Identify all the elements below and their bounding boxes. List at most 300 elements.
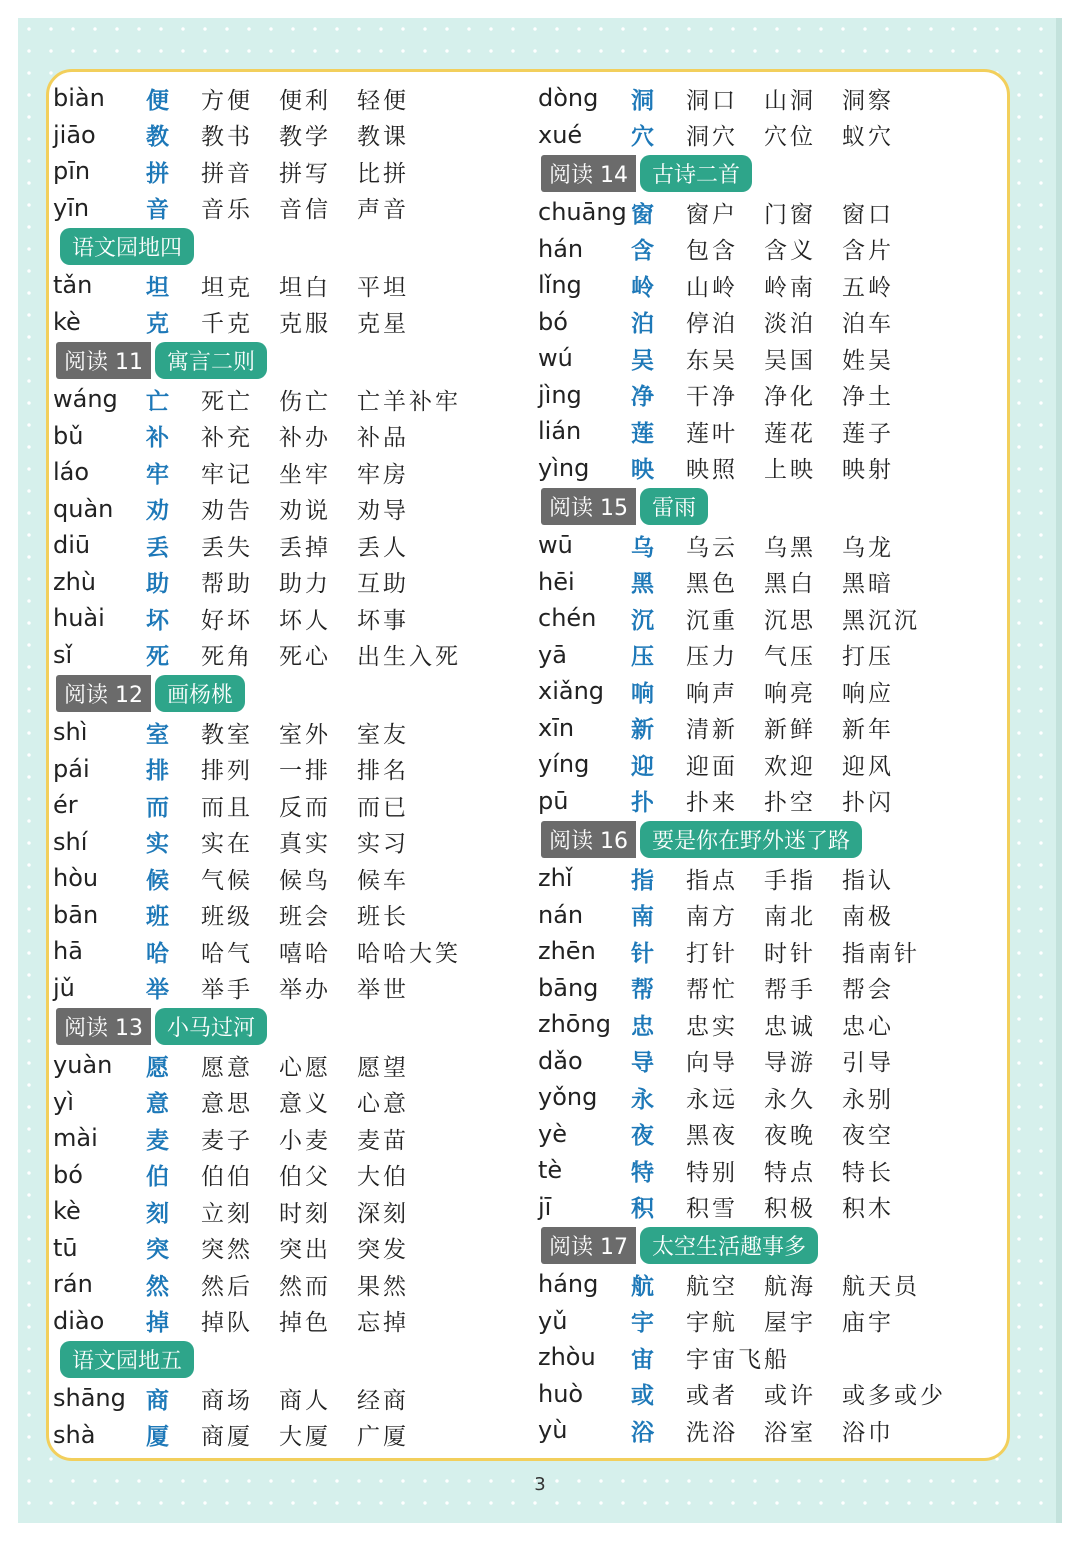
example-word: 乌龙: [842, 534, 894, 561]
left-column: [53, 80, 461, 1453]
pinyin: yā: [538, 640, 567, 669]
example-word: 时刻: [279, 1200, 331, 1227]
pinyin: xué: [538, 120, 583, 149]
hanzi-character: 排: [146, 757, 169, 785]
pinyin: jǔ: [53, 973, 75, 1002]
vocab-row: [53, 860, 435, 897]
pinyin: shì: [53, 718, 88, 747]
vocab-row: [53, 1084, 435, 1121]
hanzi-character: 候: [146, 866, 169, 894]
vocab-row: [538, 304, 920, 341]
example-word: 而且: [201, 794, 253, 821]
vocab-row: [538, 1412, 920, 1449]
hanzi-character: 针: [631, 939, 654, 967]
example-word: 映照: [686, 457, 738, 484]
vocab-row: [53, 1380, 435, 1417]
vocab-row: [538, 746, 920, 783]
example-word: 窗口: [842, 201, 894, 228]
example-word: 掉队: [201, 1310, 253, 1337]
book-spine: [1056, 18, 1062, 1523]
vocab-row: [538, 673, 920, 710]
vocab-row: [53, 1120, 435, 1157]
example-word: 坦克: [201, 274, 253, 301]
vocab-row: [53, 637, 461, 674]
example-word: 忘掉: [357, 1310, 409, 1337]
example-word: 丢掉: [279, 534, 331, 561]
hanzi-character: 净: [631, 383, 654, 411]
example-word: 扑来: [686, 790, 738, 817]
example-word: 夜晚: [764, 1123, 816, 1150]
example-word: 上映: [764, 457, 816, 484]
example-word: 牢记: [201, 461, 253, 488]
hanzi-character: 亡: [146, 387, 169, 415]
example-word: 候鸟: [279, 867, 331, 894]
pinyin: shāng: [53, 1384, 126, 1413]
page-number: 3: [534, 1474, 546, 1495]
example-word: 门窗: [764, 201, 816, 228]
hanzi-character: 或: [631, 1382, 654, 1410]
example-word: 帮手: [764, 977, 816, 1004]
pinyin: yìng: [538, 453, 590, 482]
pinyin: huài: [53, 604, 105, 633]
hanzi-character: 意: [146, 1090, 169, 1118]
vocab-row: [538, 1189, 920, 1226]
pinyin: lián: [538, 417, 582, 446]
example-word: 南方: [686, 904, 738, 931]
lesson-title: 雷雨: [640, 488, 708, 525]
example-word: 死角: [201, 644, 253, 671]
example-word: 南北: [764, 904, 816, 931]
pinyin: xiǎng: [538, 677, 605, 706]
vocab-row: [538, 860, 920, 897]
example-word: 心意: [357, 1091, 409, 1118]
pinyin: tǎn: [53, 271, 93, 300]
pinyin: huò: [538, 1379, 584, 1408]
example-word: 姓吴: [842, 347, 894, 374]
example-word: 室外: [279, 721, 331, 748]
pinyin: yè: [538, 1119, 567, 1148]
example-word: 突出: [279, 1237, 331, 1264]
example-word: 千克: [201, 311, 253, 338]
pinyin: jiāo: [53, 120, 96, 149]
hanzi-character: 乌: [631, 533, 654, 561]
example-word: 含义: [764, 238, 816, 265]
pinyin: yuàn: [53, 1051, 113, 1080]
vocab-row: [53, 897, 435, 934]
example-word: 排名: [357, 758, 409, 785]
pinyin: nán: [538, 900, 584, 929]
vocab-row: [53, 381, 461, 418]
example-word: 助力: [279, 571, 331, 598]
example-word: 停泊: [686, 311, 738, 338]
example-word: 掉色: [279, 1310, 331, 1337]
pinyin: yíng: [538, 750, 590, 779]
example-word: 坐牢: [279, 461, 331, 488]
example-word: 压力: [686, 644, 738, 671]
example-word: 响声: [686, 680, 738, 707]
hanzi-character: 愿: [146, 1053, 169, 1081]
hanzi-character: 扑: [631, 789, 654, 817]
vocab-row: [53, 564, 435, 601]
example-word: 净土: [842, 384, 894, 411]
example-word: 愿望: [357, 1054, 409, 1081]
example-word: 干净: [686, 384, 738, 411]
example-word: 黑白: [764, 571, 816, 598]
pinyin: sǐ: [53, 640, 73, 669]
example-word: 窗户: [686, 201, 738, 228]
hanzi-character: 浴: [631, 1418, 654, 1446]
example-word: 反而: [279, 794, 331, 821]
pinyin: jìng: [538, 380, 582, 409]
hanzi-character: 帮: [631, 976, 654, 1004]
vocab-row: [53, 1047, 435, 1084]
vocab-row: [53, 751, 435, 788]
pinyin: kè: [53, 1197, 81, 1226]
hanzi-character: 而: [146, 793, 169, 821]
lesson-title: 画杨桃: [155, 675, 245, 712]
example-word: 教学: [279, 124, 331, 151]
pinyin: quàn: [53, 494, 114, 523]
example-word: 黑暗: [842, 571, 894, 598]
example-word: 莲子: [842, 420, 894, 447]
vocab-row: [538, 1043, 920, 1080]
vocab-row: [53, 267, 435, 304]
example-word: 伤亡: [279, 388, 331, 415]
pinyin: pái: [53, 754, 90, 783]
vocab-row: [538, 1079, 920, 1116]
example-word: 手指: [764, 867, 816, 894]
example-word: 洞穴: [686, 124, 738, 151]
hanzi-character: 迎: [631, 752, 654, 780]
pinyin: zhòu: [538, 1343, 596, 1372]
pinyin: shà: [53, 1420, 96, 1449]
example-word: 补品: [357, 425, 409, 452]
example-word: 洞口: [686, 87, 738, 114]
vocab-row: [538, 450, 920, 487]
example-word: 深刻: [357, 1200, 409, 1227]
example-word: 帮忙: [686, 977, 738, 1004]
hanzi-character: 室: [146, 720, 169, 748]
pinyin: bó: [538, 307, 568, 336]
hanzi-character: 南: [631, 903, 654, 931]
example-word: 候车: [357, 867, 409, 894]
vocab-row: [53, 1303, 435, 1340]
hanzi-character: 死: [146, 643, 169, 671]
hanzi-character: 补: [146, 424, 169, 452]
hanzi-character: 泊: [631, 310, 654, 338]
example-word: 宇宙飞船: [686, 1346, 790, 1373]
vocab-row: [538, 377, 920, 414]
vocab-row: [538, 1116, 920, 1153]
vocab-row: [53, 714, 435, 751]
example-word: 淡泊: [764, 311, 816, 338]
vocab-row: [53, 491, 435, 528]
lesson-title: 古诗二首: [640, 155, 752, 192]
example-word: 举办: [279, 977, 331, 1004]
example-word: 欢迎: [764, 753, 816, 780]
example-word: 然后: [201, 1273, 253, 1300]
pinyin: bān: [53, 900, 99, 929]
hanzi-character: 厦: [146, 1423, 169, 1451]
example-word: 亡羊补牢: [357, 388, 461, 415]
example-word: 轻便: [357, 87, 409, 114]
example-word: 小麦: [279, 1127, 331, 1154]
hanzi-character: 音: [146, 196, 169, 224]
lesson-number: 阅读 12: [56, 675, 151, 712]
vocab-row: [538, 710, 920, 747]
example-word: 莲叶: [686, 420, 738, 447]
example-word: 积极: [764, 1196, 816, 1223]
lesson-number: 阅读 15: [541, 488, 636, 525]
pinyin: láo: [53, 458, 90, 487]
example-word: 果然: [357, 1273, 409, 1300]
example-word: 洗浴: [686, 1419, 738, 1446]
hanzi-character: 宇: [631, 1309, 654, 1337]
example-word: 航海: [764, 1273, 816, 1300]
pinyin: shí: [53, 827, 88, 856]
vocab-row: [53, 153, 435, 190]
hanzi-character: 丢: [146, 533, 169, 561]
vocab-row: [538, 637, 920, 674]
example-word: 响应: [842, 680, 894, 707]
example-word: 麦子: [201, 1127, 253, 1154]
hanzi-character: 便: [146, 86, 169, 114]
example-word: 或者: [686, 1383, 738, 1410]
hanzi-character: 航: [631, 1272, 654, 1300]
example-word: 补充: [201, 425, 253, 452]
example-word: 迎面: [686, 753, 738, 780]
lesson-number: 阅读 16: [541, 821, 636, 858]
example-word: 永久: [764, 1086, 816, 1113]
example-word: 克星: [357, 311, 409, 338]
example-word: 教室: [201, 721, 253, 748]
lesson-number: 阅读 11: [56, 342, 151, 379]
hanzi-character: 沉: [631, 606, 654, 634]
hanzi-character: 积: [631, 1195, 654, 1223]
pinyin: háng: [538, 1270, 599, 1299]
example-word: 伯父: [279, 1164, 331, 1191]
vocab-row: [53, 304, 435, 341]
pinyin: xīn: [538, 713, 575, 742]
pinyin: diū: [53, 531, 91, 560]
hanzi-character: 坏: [146, 606, 169, 634]
hanzi-character: 夜: [631, 1122, 654, 1150]
example-word: 音信: [279, 197, 331, 224]
example-word: 教课: [357, 124, 409, 151]
hanzi-character: 突: [146, 1236, 169, 1264]
lesson-title: 小马过河: [155, 1008, 267, 1045]
hanzi-character: 窗: [631, 200, 654, 228]
lesson-title: 语文园地四: [60, 228, 194, 265]
example-word: 死亡: [201, 388, 253, 415]
hanzi-character: 牢: [146, 460, 169, 488]
lesson-title: 寓言二则: [155, 342, 267, 379]
example-word: 意义: [279, 1091, 331, 1118]
pinyin: zhǐ: [538, 864, 573, 893]
hanzi-character: 吴: [631, 346, 654, 374]
vocab-row: [53, 418, 435, 455]
example-word: 屋宇: [764, 1310, 816, 1337]
pinyin: bāng: [538, 973, 599, 1002]
hanzi-character: 穴: [631, 123, 654, 151]
pinyin: rán: [53, 1270, 93, 1299]
lesson-header: [56, 340, 435, 381]
example-word: 新年: [842, 717, 894, 744]
pinyin: pū: [538, 786, 569, 815]
example-word: 忠诚: [764, 1013, 816, 1040]
example-word: 指点: [686, 867, 738, 894]
vocab-row: [53, 824, 435, 861]
example-word: 意思: [201, 1091, 253, 1118]
example-word: 积木: [842, 1196, 894, 1223]
example-word: 打压: [842, 644, 894, 671]
pinyin: zhù: [53, 567, 97, 596]
vocab-row: [538, 970, 920, 1007]
pinyin: yù: [538, 1416, 568, 1445]
hanzi-character: 教: [146, 123, 169, 151]
vocab-row: [538, 267, 920, 304]
example-word: 导游: [764, 1050, 816, 1077]
pinyin: yì: [53, 1087, 74, 1116]
hanzi-character: 忠: [631, 1012, 654, 1040]
example-word: 劝说: [279, 498, 331, 525]
example-word: 特长: [842, 1159, 894, 1186]
pinyin: yǔ: [538, 1306, 568, 1335]
vocab-row: [538, 600, 920, 637]
vocab-row: [53, 787, 435, 824]
vocab-row: [538, 527, 920, 564]
vocab-row: [538, 340, 920, 377]
vocab-row: [53, 970, 435, 1007]
hanzi-character: 拼: [146, 159, 169, 187]
pinyin: tū: [53, 1233, 78, 1262]
pinyin: diào: [53, 1306, 105, 1335]
example-word: 气候: [201, 867, 253, 894]
vocab-row: [53, 454, 435, 491]
example-word: 方便: [201, 87, 253, 114]
lesson-title: 太空生活趣事多: [640, 1227, 818, 1264]
example-word: 便利: [279, 87, 331, 114]
pinyin: bó: [53, 1160, 83, 1189]
example-word: 劝告: [201, 498, 253, 525]
example-word: 南极: [842, 904, 894, 931]
vocab-row: [53, 600, 435, 637]
example-word: 时针: [764, 940, 816, 967]
example-word: 向导: [686, 1050, 738, 1077]
example-word: 扑空: [764, 790, 816, 817]
example-word: 帮助: [201, 571, 253, 598]
vocab-row: [538, 897, 920, 934]
example-word: 映射: [842, 457, 894, 484]
example-word: 出生入死: [357, 644, 461, 671]
pinyin: tè: [538, 1156, 563, 1185]
vocab-row: [538, 231, 920, 268]
pinyin: chuāng: [538, 198, 627, 227]
hanzi-character: 班: [146, 903, 169, 931]
hanzi-character: 刻: [146, 1199, 169, 1227]
hanzi-character: 举: [146, 976, 169, 1004]
hanzi-character: 商: [146, 1386, 169, 1414]
pinyin: kè: [53, 307, 81, 336]
example-word: 补办: [279, 425, 331, 452]
example-word: 或多或少: [842, 1383, 946, 1410]
example-word: 班长: [357, 904, 409, 931]
vocab-row: [538, 117, 920, 154]
example-word: 愿意: [201, 1054, 253, 1081]
lesson-header: [56, 226, 435, 267]
vocab-row: [53, 1230, 435, 1267]
hanzi-character: 洞: [631, 86, 654, 114]
example-word: 死心: [279, 644, 331, 671]
example-word: 好坏: [201, 607, 253, 634]
example-word: 哈气: [201, 940, 253, 967]
example-word: 伯伯: [201, 1164, 253, 1191]
example-word: 突然: [201, 1237, 253, 1264]
hanzi-character: 麦: [146, 1126, 169, 1154]
example-word: 比拼: [357, 160, 409, 187]
vocab-row: [538, 80, 920, 117]
pinyin: wáng: [53, 385, 118, 414]
example-word: 泊车: [842, 311, 894, 338]
example-word: 扑闪: [842, 790, 894, 817]
hanzi-character: 助: [146, 570, 169, 598]
hanzi-character: 岭: [631, 273, 654, 301]
example-word: 坦白: [279, 274, 331, 301]
hanzi-character: 响: [631, 679, 654, 707]
example-word: 穴位: [764, 124, 816, 151]
example-word: 商厦: [201, 1424, 253, 1451]
example-word: 拼音: [201, 160, 253, 187]
lesson-number: 阅读 14: [541, 155, 636, 192]
example-word: 坏事: [357, 607, 409, 634]
example-word: 真实: [279, 831, 331, 858]
hanzi-character: 实: [146, 830, 169, 858]
example-word: 迎风: [842, 753, 894, 780]
pinyin: wū: [538, 531, 573, 560]
hanzi-character: 哈: [146, 939, 169, 967]
lesson-header: [541, 819, 920, 860]
example-word: 商场: [201, 1387, 253, 1414]
example-word: 排列: [201, 758, 253, 785]
pinyin: chén: [538, 604, 597, 633]
hanzi-character: 含: [631, 237, 654, 265]
pinyin: yīn: [53, 193, 90, 222]
vocab-row: [538, 1152, 920, 1189]
example-word: 而已: [357, 794, 409, 821]
hanzi-character: 劝: [146, 497, 169, 525]
example-word: 打针: [686, 940, 738, 967]
example-word: 吴国: [764, 347, 816, 374]
pinyin: zhēn: [538, 937, 596, 966]
vocab-row: [53, 117, 435, 154]
example-word: 引导: [842, 1050, 894, 1077]
example-word: 忠心: [842, 1013, 894, 1040]
example-word: 岭南: [764, 274, 816, 301]
example-word: 山洞: [764, 87, 816, 114]
hanzi-character: 映: [631, 456, 654, 484]
example-word: 实在: [201, 831, 253, 858]
vocab-row: [538, 194, 920, 231]
example-word: 哈哈大笑: [357, 940, 461, 967]
vocab-row: [53, 190, 435, 227]
vocab-row: [53, 1266, 435, 1303]
example-word: 包含: [686, 238, 738, 265]
vocab-row: [538, 413, 920, 450]
example-word: 忠实: [686, 1013, 738, 1040]
hanzi-character: 然: [146, 1272, 169, 1300]
lesson-header: [56, 1339, 435, 1380]
example-word: 突发: [357, 1237, 409, 1264]
